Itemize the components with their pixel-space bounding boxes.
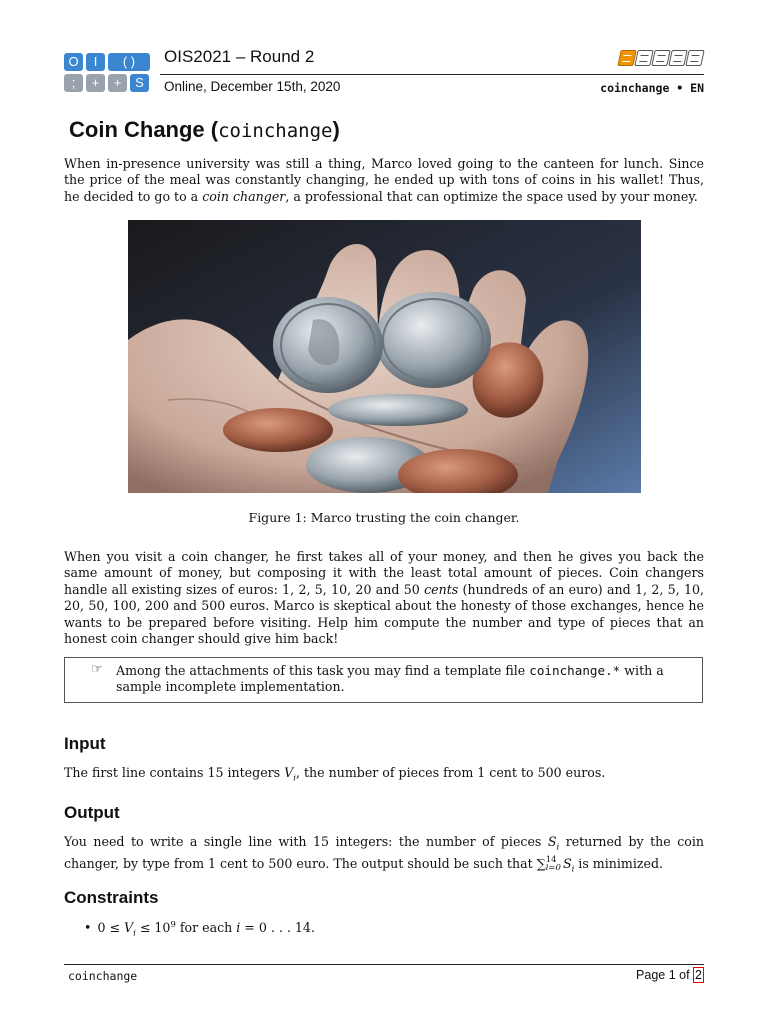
- intro-emphasis: coin changer: [202, 188, 286, 204]
- math-sub: i: [133, 928, 136, 939]
- math-sub: i: [293, 773, 296, 784]
- constraint-text: 0 ≤: [97, 920, 125, 936]
- task-title-code: coinchange: [218, 120, 333, 142]
- story-text-end: (hundreds of an euro) and 1, 2, 5, 10, 20, 50, 100, 200 and 500 euros. Marco is skeptical about the honesty of those exchanges, hence he wants to be prepared before visiting. Help him compute the number and type of pieces that an honest coin changer should give him back!: [64, 581, 704, 647]
- logo-cell: +: [108, 74, 127, 92]
- constraint-text: ≤ 10: [135, 920, 171, 936]
- pointing-hand-icon: ☞: [91, 662, 103, 677]
- difficulty-rating: [619, 50, 705, 66]
- logo-cell: O: [64, 53, 83, 71]
- math-sub: i: [571, 864, 575, 875]
- story-text: When you visit a coin changer, he first takes all of your money, and then he gives you back the same amount of money, but composing it with the least total amount of pieces. Coin changers handle all existing sizes of euros: 1, 2, 5, 10, 20 and 50: [64, 549, 704, 597]
- input-text: The first line contains 15 integers: [64, 765, 285, 780]
- logo-cell: S: [130, 74, 149, 92]
- difficulty-book-icon: [685, 50, 704, 66]
- note-text: Among the attachments of this task you may find a template file: [116, 663, 530, 678]
- logo-cell: ( ): [108, 53, 150, 71]
- task-title-name: Coin Change (: [69, 117, 219, 142]
- math-var: i: [236, 920, 241, 936]
- logo-cell: I: [86, 53, 105, 71]
- figure-caption: Figure 1: Marco trusting the coin changer.: [248, 510, 520, 525]
- logo-cell: ;: [64, 74, 83, 92]
- story-emphasis: cents: [424, 581, 459, 597]
- output-heading: Output: [64, 803, 120, 822]
- sum-symbol: ∑: [536, 855, 546, 871]
- sum-upper: 14: [545, 855, 557, 866]
- math-sup: 9: [170, 920, 176, 930]
- intro-text: When in-presence university was still a thing, Marco loved going to the canteen for lunch. Since the price of the meal was constantly changing, he ended up with tons of coins in his wallet! Thus, he decided to go to a: [64, 156, 704, 204]
- input-text-end: , the number of pieces from 1 cent to 500 euros.: [295, 765, 606, 780]
- constraints-heading: Constraints: [64, 888, 159, 907]
- output-description: [64, 834, 704, 878]
- attachment-note-box: [64, 657, 703, 703]
- intro-text-end: , a professional that can optimize the space used by your money.: [285, 188, 698, 204]
- intro-paragraph: [64, 156, 704, 205]
- last-page-link[interactable]: 2: [695, 968, 702, 982]
- footer-page-text: Page 1 of: [636, 968, 694, 982]
- story-paragraph: [64, 549, 704, 647]
- math-var: S: [562, 855, 572, 871]
- constraint-text: = 0 . . . 14.: [240, 920, 315, 936]
- output-text: You need to write a single line with 15 integers: the number of pieces: [64, 834, 548, 849]
- footer-page-number: [636, 968, 704, 982]
- math-var: V: [284, 765, 294, 780]
- logo-cell: +: [86, 74, 105, 92]
- contest-date: Online, December 15th, 2020: [164, 79, 341, 94]
- constraint-item: [84, 920, 315, 939]
- sum-expression: [536, 855, 575, 875]
- math-var: S: [547, 834, 557, 849]
- input-heading: Input: [64, 734, 106, 753]
- task-title-close: ): [332, 117, 340, 142]
- constraint-text: for each: [175, 920, 237, 936]
- figure-coins-photo: [128, 220, 641, 493]
- attachment-note-text: [116, 663, 696, 696]
- ois-logo: [64, 50, 154, 94]
- input-description: [64, 765, 704, 787]
- footer-task-name: coinchange: [68, 969, 138, 983]
- math-var: V: [124, 920, 134, 936]
- header-divider: [160, 74, 704, 75]
- bullet: •: [84, 920, 92, 936]
- output-text-middle: returned by the coin changer, by type from 1 cent to 500 euro. The output should be such that: [64, 834, 704, 871]
- output-text-end: is minimized.: [574, 855, 664, 871]
- footer-divider: [64, 964, 704, 965]
- template-filename: coinchange.*: [529, 663, 621, 678]
- task-title: [69, 117, 340, 143]
- math-sub: i: [556, 842, 560, 853]
- note-text-end: with a sample incomplete implementation.: [116, 663, 664, 695]
- task-tag: coinchange • EN: [600, 81, 704, 95]
- sum-lower: i=0: [545, 863, 561, 874]
- contest-title: OIS2021 – Round 2: [164, 47, 315, 66]
